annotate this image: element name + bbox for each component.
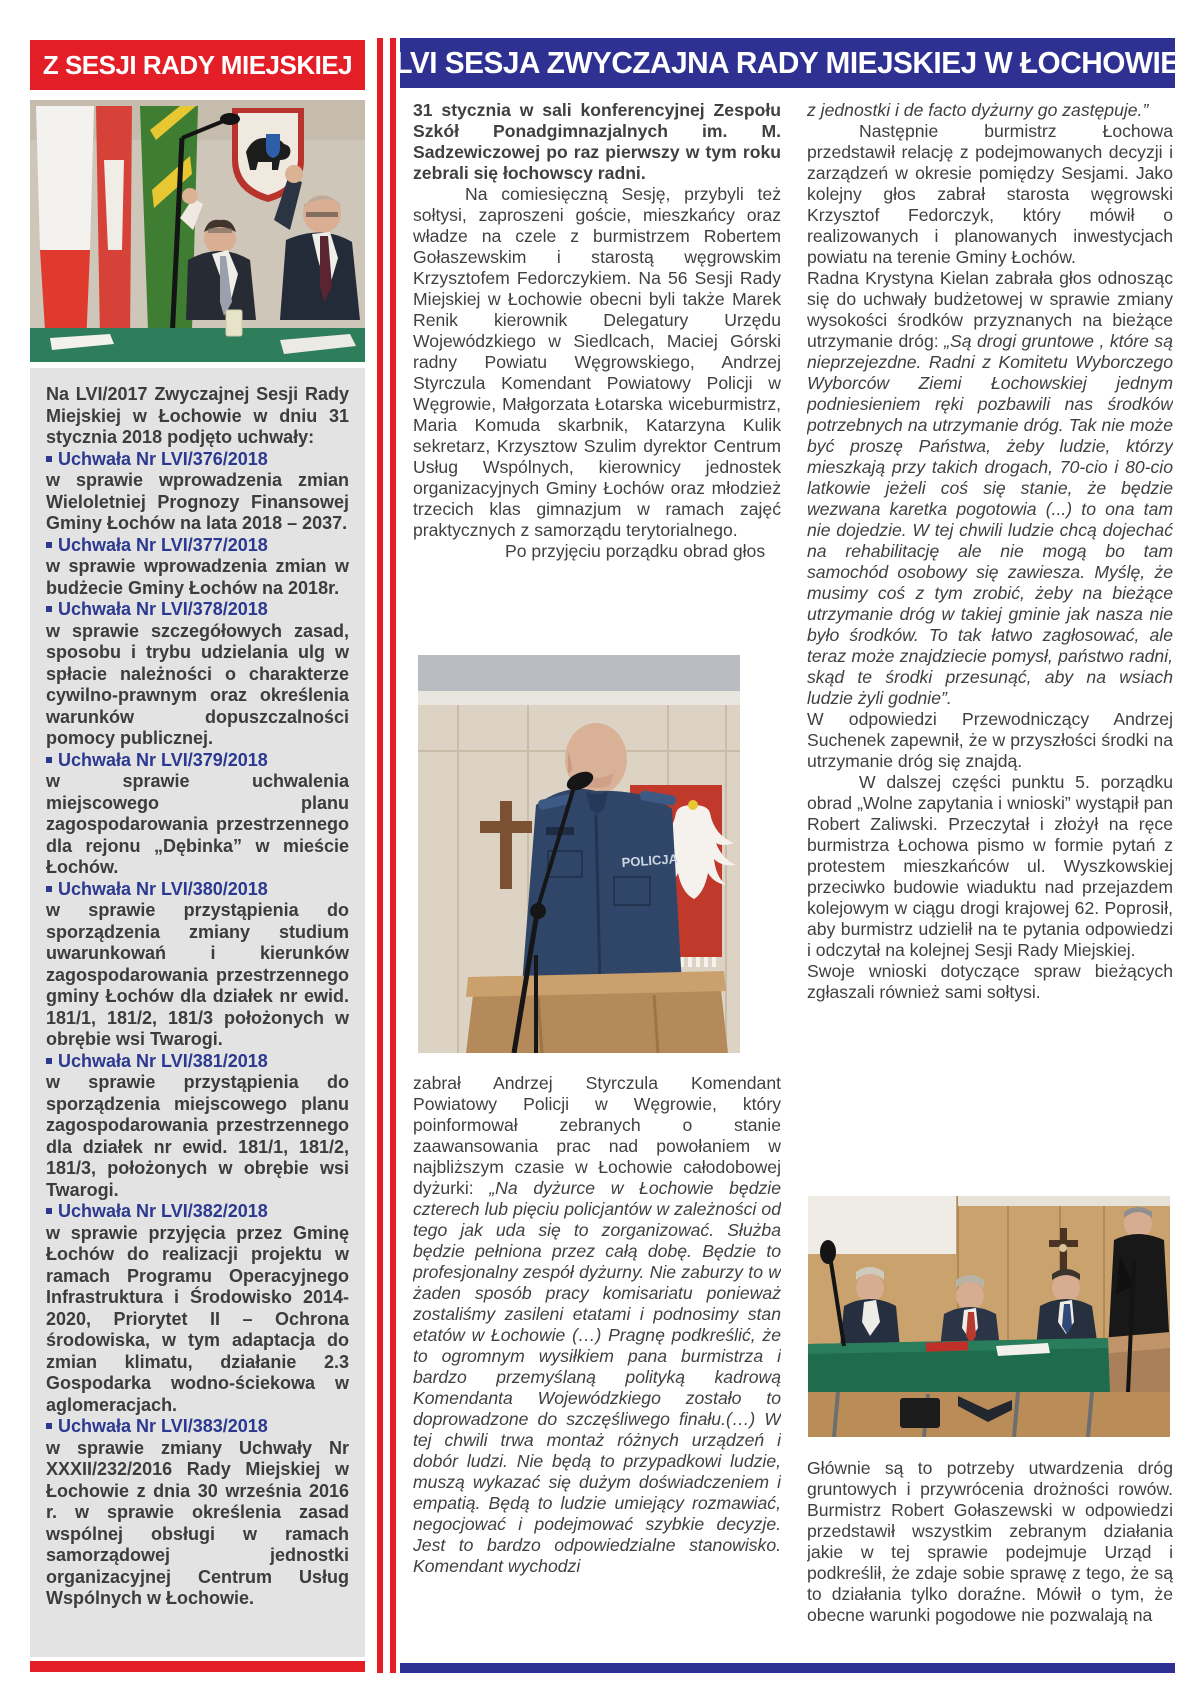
main-article-title: LVI SESJA ZWYCZAJNA RADY MIEJSKIEJ W ŁOCHOWIE	[394, 45, 1181, 80]
soltysi-paragraph: Swoje wnioski dotyczące spraw bieżących zgłaszali również sami sołtysi.	[807, 961, 1173, 1002]
resolution-body: w sprawie przystąpienia do sporządzenia zmiany studium uwarunkowań i kierunków zagospodarowania przestrzennego gminy Łochów dla działek nr ewid. 181/1, 181/2, 181/3 położonych w obrębie wsi Twarogi.	[46, 900, 349, 1049]
kielan-quote: „Są drogi gruntowe , które są nieprzejezdne. Radni z Komitetu Wyborczego Wyborców Ziemi Łochowskiej jednym podniesieniem ręki pozbawili nas środków potrzebnych na utrzymanie dróg. Tak nie może być proszę Państwa, żeby ludzie, którzy mieszkają przy takich drogach, 70-cio i 80-cio latkowie jeżeli coś się stanie, że będzie wezwana karetka pogotowia (...) to ona tam nie dojedzie. W tej chwili ludzie chcą dojechać na rehabilitację ale nie mogą bo tam samochód osobowy się zawiesza. Myślę, że musimy coś z tym zrobić, żeby na bieżące utrzymanie dróg w takiej gminie jak nasza nie było środków. To tak łatwo zagłosować, ale teraz może znajdziecie pomysł, państwo radni, skąd te środki przesunąć, aby na wsiach ludzie żyli godnie”.	[807, 331, 1173, 708]
resolution-body: w sprawie przyjęcia przez Gminę Łochów do realizacji projektu w ramach Programu Operacyjnego Infrastruktura i Środowisko 2014-2020, Priorytet II – Ochrona środowiska, w tym adaptacja do zmian klimatu, działanie 2.3 Gospodarka wodno-ściekowa w aglomeracjach.	[46, 1222, 349, 1415]
photo-police-commander	[418, 655, 740, 1053]
resolution-title: Uchwała Nr LVI/379/2018	[46, 750, 349, 772]
bullet-icon	[46, 1208, 52, 1214]
commander-paragraph: zabrał Andrzej Styrczula Komendant Powiatowy Policji w Węgrowie, który poinformował zebranych o stanie zaawansowania prac nad powołaniem w najbliższym czasie w Łochowie całodobowej dyżurki: „Na dyżurce w Łochowie będzie czterech lub pięciu policjantów w zależności od tego jak uda się to zorganizować. Służba będzie pełniona przez całą dobę. Będzie to profesjonalny zespół dyżurny. Nie zaburzy to w żaden sposób pracy komisariatu ponieważ zostaliśmy zasileni etatami i podnosimy stan etatów w Łochowie (…) Pragnę podkreślić, że to ogromnym wysiłkiem pana burmistrza i bardzo przemyślaną polityką kadrową Komendanta Wojewódzkiego zostało to doprowadzone do szczęśliwego finału.(…) W tej chwili trwa montaż różnych urządzeń i dobór ludzi. Nie będą to przypadkowi ludzie, muszą wykazać się dużym doświadczeniem i empatią. Będą to ludzie umiejący rozmawiać, negocjować i podejmować szybkie decyzje. Jest to bardzo odpowiedzialne stanowisko. Komendant wychodzi	[413, 1073, 781, 1576]
left-footer-rule	[30, 1661, 365, 1672]
podium	[466, 971, 728, 1053]
resolution-body: w sprawie zmiany Uchwały Nr XXXII/232/2016 Rady Miejskiej w Łochowie z dnia 30 września 2016 r. w sprawie określenia zasad wspólnej obsługi w ramach samorządowej jednostki organizacyjnej Centrum Usług Wspólnych w Łochowie.	[46, 1437, 349, 1608]
attendees-paragraph: Na comiesięczną Sesję, przybyli też sołtysi, zaproszeni goście, mieszkańcy oraz władze na czele z burmistrzem Robertem Gołaszewskim i starostą węgrowskim Krzysztofem Fedorczykiem. Na 56 Sesji Rady Miejskiej w Łochowie obecni byli także Marek Renik kierownik Delegatury Urzędu Wojewódzkiego w Siedlcach, Maciej Górski radny Powiatu Węgrowskiego, Andrzej Styrczula Komendant Powiatowy Policji w Węgrowie, Małgorzata Łotarska wiceburmistrz, Maria Komuda skarbnik, Katarzyna Kulik sekretarz, Krzysztow Szulim dyrektor Centrum Usług Wspólnych, kierownicy jednostek organizacyjnych Gminy Łochów oraz młodzież trzecich klas gimnazjum w ramach zajęć praktycznych z samorządu terytorialnego.	[413, 184, 781, 540]
closing-paragraph: Głównie są to potrzeby utwardzenia dróg gruntowych i przywrócenia drożności rowów. Burmistrz Robert Gołaszewski w odpowiedzi przedstawił wszystkim zebranym działania jakie w tej sprawie podejmuje Urząd i podkreślił, że zdaje sobie sprawę z tego, że są to działania tylko doraźne. Mówił o tym, że obecne warunki pogodowe nie pozwalają na	[807, 1458, 1173, 1625]
resolution-title: Uchwała Nr LVI/378/2018	[46, 599, 349, 621]
middle-column-top	[413, 100, 781, 656]
policja-uniform-label: POLICJA	[621, 851, 679, 870]
bullet-icon	[46, 1423, 52, 1429]
presidium-illustration	[808, 1196, 1170, 1437]
mayor-paragraph: Następnie burmistrz Łochowa przedstawił relację z podejmowanych decyzji i zarządzeń w okresie pomiędzy Sesjami. Jako kolejny głos zabrał starosta węgrowski Krzysztof Fedorczyk, który mówił o realizowanych i planowanych inwestycjach powiatu na terenie Gminy Łochów.	[807, 121, 1173, 267]
police-commander-illustration	[418, 655, 740, 1053]
resolution-item	[46, 1051, 349, 1202]
bullet-icon	[46, 606, 52, 612]
resolution-item	[46, 750, 349, 879]
resolution-body: w sprawie szczegółowych zasad, sposobu i trybu udzielania ulg w spłacie należności o charakterze cywilno-prawnym oraz określenia warunków dopuszczalności pomocy publicznej.	[46, 620, 349, 748]
resolutions-panel	[30, 368, 365, 1657]
polish-flag	[36, 106, 94, 346]
presidium-table	[808, 1338, 1110, 1396]
bullet-icon	[46, 1058, 52, 1064]
left-section-header	[30, 40, 365, 90]
resolution-item	[46, 879, 349, 1051]
resolution-title: Uchwała Nr LVI/383/2018	[46, 1416, 349, 1438]
lead-paragraph: 31 stycznia w sali konferencyjnej Zespołu Szkół Ponadgimnazjalnych im. M. Sadzewiczowej po raz pierwszy w tym roku zebrali się łochowscy radni.	[413, 100, 781, 183]
photo-presidium	[808, 1196, 1170, 1437]
bullet-icon	[46, 757, 52, 763]
resolution-item	[46, 599, 349, 750]
zaliwski-paragraph: W dalszej części punktu 5. porządku obrad „Wolne zapytania i wnioski” wystąpił pan Robert Zaliwski. Przeczytał i złożył na ręce burmistrza Łochowa pismo w formie pytań z protestem mieszkańców ul. Wyszkowskiej przeciwko budowie wiaduktu nad przejazdem kolejowym w ciągu drogi krajowej 62. Poprosił, aby burmistrz udzielił na te pytania odpowiedzi i odczytał na kolejnej Sesji Rady Miejskiej.	[807, 772, 1173, 960]
resolution-title: Uchwała Nr LVI/381/2018	[46, 1051, 349, 1073]
resolution-title: Uchwała Nr LVI/376/2018	[46, 449, 349, 471]
kielan-paragraph: Radna Krystyna Kielan zabrała głos odnosząc się do uchwały budżetowej w sprawie zmiany wysokości środków przyznanych na bieżące utrzymanie dróg: „Są drogi gruntowe , które są nieprzejezdne. Radni z Komitetu Wyborczego Wyborców Ziemi Łochowskiej jednym podniesieniem ręki pozbawili nas środków potrzebnych na utrzymanie dróg. Tak nie może być proszę Państwa, żeby ludzie, którzy mieszkają przy takich drogach, 70-cio i 80-cio latkowie jeżeli coś się stanie, że będzie wezwana karetka pogotowia (...) to ona tam nie dojedzie. W tej chwili ludzie chcą dojechać na rehabilitację ale nie mogą bo tam samochód osobowy się zawiesza. Myślę, że musimy coś z tym zrobić, żeby na bieżące utrzymanie dróg w takiej gminie jak nasza nie było środków. To tak łatwo zagłosować, ale teraz może znajdziecie pomysł, państwo radni, skąd te środki przesunąć, aby na wsiach ludzie żyli godnie”.	[807, 268, 1173, 708]
resolution-body: w sprawie przystąpienia do sporządzenia miejscowego planu zagospodarowania przestrzennego dla działek nr ewid. 181/1, 181/2, 181/3, położonych w obrębie wsi Twarogi.	[46, 1072, 349, 1200]
column-divider-rule	[377, 38, 396, 1673]
bullet-icon	[46, 456, 52, 462]
resolution-title: Uchwała Nr LVI/377/2018	[46, 535, 349, 557]
resolutions-intro: Na LVI/2017 Zwyczajnej Sesji Rady Miejskiej w Łochowie w dniu 31 stycznia 2018 podjęto uchwały:	[46, 384, 349, 447]
seated-officials	[840, 1267, 1098, 1348]
resolution-body: w sprawie uchwalenia miejscowego planu zagospodarowania przestrzennego dla rejonu „Dębinka” w mieście Łochów.	[46, 771, 349, 877]
pre-photo-line: Po przyjęciu porządku obrad głos	[505, 541, 766, 561]
resolution-item	[46, 1201, 349, 1416]
resolution-item	[46, 1416, 349, 1610]
resolution-item	[46, 535, 349, 600]
middle-column-bottom	[413, 1073, 781, 1665]
county-flag	[96, 106, 132, 340]
bottom-footer-rule	[400, 1663, 1175, 1673]
resolution-title: Uchwała Nr LVI/380/2018	[46, 879, 349, 901]
right-column-top	[807, 100, 1173, 1192]
left-section-title: Z SESJI RADY MIEJSKIEJ	[42, 49, 353, 80]
right-column-bottom	[807, 1458, 1173, 1670]
main-article-header	[394, 38, 1181, 88]
resolution-body: w sprawie wprowadzenia zmian Wieloletniej Prognozy Finansowej Gminy Łochów na lata 2018 – 2037.	[46, 470, 349, 533]
resolution-title: Uchwała Nr LVI/382/2018	[46, 1201, 349, 1223]
suchenek-paragraph: W odpowiedzi Przewodniczący Andrzej Suchenek zapewnił, że w przyszłości środki na utrzymanie dróg się znajdą.	[807, 709, 1173, 771]
photo-council-vote	[30, 100, 365, 362]
floor-and-legs	[808, 1392, 1170, 1437]
briefcase-icon	[900, 1398, 940, 1428]
council-vote-illustration	[30, 100, 365, 362]
bullet-icon	[46, 886, 52, 892]
quote-continuation: z jednostki i de facto dyżurny go zastępuje.”	[807, 100, 1149, 120]
resolution-item	[46, 449, 349, 535]
bullet-icon	[46, 542, 52, 548]
commander-quote: „Na dyżurce w Łochowie będzie czterech lub pięciu policjantów w zależności od tego jak uda się to zorganizować. Służba będzie pełniona przez całą dobę. Będzie to profesjonalny zespół dyżurny. Nie zaburzy to w żaden sposób pracy komisariatu ponieważ zostaliśmy zasileni etatami i podnosimy stan etatów w Łochowie (…) Pragnę podkreślić, że to ogromnym wysiłkiem pana burmistrza i bardzo przemyślaną polityką kadrową Komendanta Wojewódzkiego zostało to doprowadzone do szczęśliwego finału.(…) W tej chwili trwa montaż różnych urządzeń i dobór ludzi. Nie będą to przypadkowi ludzie, muszą wykazać się dużym doświadczeniem i empatią. Będą to ludzie umiejący rozmawiać, negocjować i podejmować szybkie decyzje. Jest to bardzo odpowiedzialne stanowisko. Komendant wychodzi	[413, 1178, 781, 1576]
resolution-body: w sprawie wprowadzenia zmian w budżecie Gminy Łochów na 2018r.	[46, 556, 349, 598]
